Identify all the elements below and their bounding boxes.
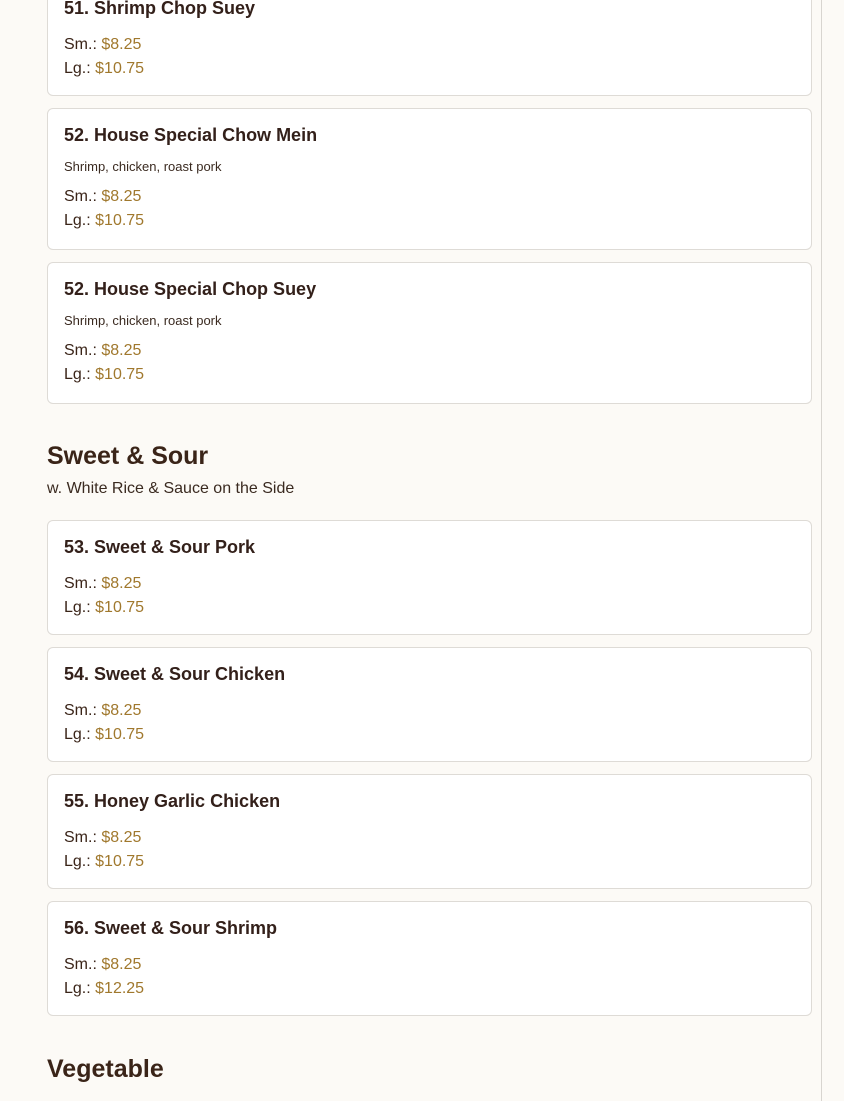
- menu-item-list: [47, 520, 812, 1028]
- price-large: [64, 977, 795, 1001]
- menu-item-description: Shrimp, chicken, roast pork: [64, 159, 222, 174]
- price-value: $10.75: [95, 853, 145, 870]
- size-label: Sm.:: [64, 342, 97, 359]
- price-small: [64, 185, 795, 209]
- price-small: [64, 339, 795, 363]
- menu-section-vegetable: [47, 1055, 812, 1083]
- price-value: $10.75: [95, 60, 145, 77]
- size-label: Lg.:: [64, 60, 91, 77]
- price-large: [64, 596, 795, 620]
- price-large: [64, 57, 795, 81]
- menu-section-sweet-sour: [47, 442, 812, 499]
- price-value: $8.25: [101, 956, 142, 973]
- menu-item-card[interactable]: [47, 262, 812, 404]
- size-label: Lg.:: [64, 980, 91, 997]
- size-label: Sm.:: [64, 702, 97, 719]
- price-small: [64, 572, 795, 596]
- menu-item-card[interactable]: [47, 774, 812, 889]
- price-small: [64, 699, 795, 723]
- price-small: [64, 826, 795, 850]
- menu-item-name: 52. House Special Chop Suey: [64, 279, 317, 299]
- section-title: Sweet & Sour: [47, 442, 209, 470]
- size-label: Sm.:: [64, 575, 97, 592]
- price-list: [64, 699, 795, 757]
- price-value: $10.75: [95, 366, 145, 383]
- price-list: [64, 826, 795, 884]
- price-large: [64, 723, 795, 747]
- price-large: [64, 850, 795, 874]
- section-title: Vegetable: [47, 1055, 164, 1083]
- size-label: Sm.:: [64, 188, 97, 205]
- menu-item-description: Shrimp, chicken, roast pork: [64, 313, 222, 328]
- menu-item-card[interactable]: [47, 520, 812, 635]
- menu-item-name: 53. Sweet & Sour Pork: [64, 537, 256, 557]
- price-value: $8.25: [101, 188, 142, 205]
- menu-item-card[interactable]: [47, 647, 812, 762]
- menu-item-name: 51. Shrimp Chop Suey: [64, 0, 256, 18]
- menu-item-card[interactable]: [47, 108, 812, 250]
- size-label: Lg.:: [64, 212, 91, 229]
- size-label: Sm.:: [64, 956, 97, 973]
- menu-item-name: 55. Honey Garlic Chicken: [64, 791, 281, 811]
- price-value: $8.25: [101, 342, 142, 359]
- menu-item-card[interactable]: [47, 0, 812, 96]
- size-label: Lg.:: [64, 366, 91, 383]
- menu-item-name: 56. Sweet & Sour Shrimp: [64, 918, 278, 938]
- menu-section-chop-suey: [47, 0, 812, 416]
- menu-item-name: 52. House Special Chow Mein: [64, 125, 318, 145]
- price-value: $8.25: [101, 575, 142, 592]
- price-value: $8.25: [101, 36, 142, 53]
- price-value: $8.25: [101, 829, 142, 846]
- price-list: [64, 33, 795, 91]
- price-list: [64, 339, 795, 397]
- price-value: $12.25: [95, 980, 145, 997]
- menu-item-card[interactable]: [47, 901, 812, 1016]
- size-label: Lg.:: [64, 599, 91, 616]
- size-label: Lg.:: [64, 853, 91, 870]
- price-large: [64, 363, 795, 387]
- price-value: $8.25: [101, 702, 142, 719]
- price-small: [64, 953, 795, 977]
- price-list: [64, 953, 795, 1011]
- size-label: Sm.:: [64, 36, 97, 53]
- section-subtitle: w. White Rice & Sauce on the Side: [47, 480, 295, 497]
- price-list: [64, 185, 795, 243]
- price-value: $10.75: [95, 599, 145, 616]
- size-label: Lg.:: [64, 726, 91, 743]
- size-label: Sm.:: [64, 829, 97, 846]
- menu-item-name: 54. Sweet & Sour Chicken: [64, 664, 286, 684]
- price-large: [64, 209, 795, 233]
- price-value: $10.75: [95, 212, 145, 229]
- price-small: [64, 33, 795, 57]
- price-list: [64, 572, 795, 630]
- price-value: $10.75: [95, 726, 145, 743]
